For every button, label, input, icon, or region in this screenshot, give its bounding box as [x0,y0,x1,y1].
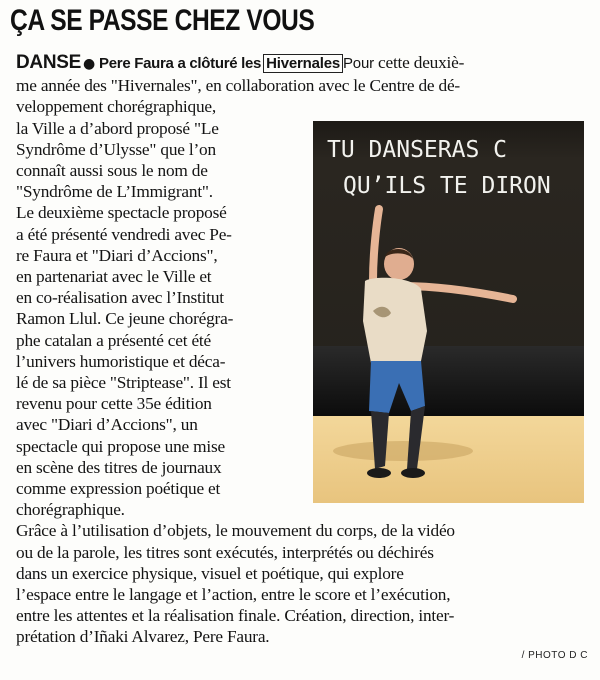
bullet-icon: ● [83,56,96,72]
article-line: veloppement chorégraphique, [16,97,216,117]
section-label: DANSE [16,52,82,73]
article-line: l’espace entre le langage et l’action, entre le score et l’exécution, [16,585,451,605]
article-line: l’univers humoristique et déca- [16,351,226,371]
article-line: chorégraphique. [16,500,125,520]
article-line: me année des "Hivernales", en collaboration avec le Centre de dé- [16,76,460,96]
article-line: Syndrôme d’Ulysse" que l’on [16,139,216,159]
article-line: cette deuxiè- [378,53,465,72]
article-line: Grâce à l’utilisation d’objets, le mouvement du corps, de la vidéo [16,521,455,541]
article-line: "Syndrôme de L’Immigrant". [16,182,213,202]
rubric-title: ÇA SE PASSE CHEZ VOUS [10,4,315,37]
article-line: re Faura et "Diari d’Accions", [16,245,218,265]
article-line-1 [16,52,586,75]
article-line: Le deuxième spectacle proposé [16,203,227,223]
article-line: Ramon Llul. Ce jeune chorégra- [16,309,234,329]
article-line: revenu pour cette 35e édition [16,394,212,414]
article-line: comme expression poétique et [16,479,221,499]
article-line: phe catalan a présenté cet été [16,330,212,350]
boxed-keyword: Hivernales [263,54,343,73]
article-line: a été présenté vendredi avec Pe- [16,224,232,244]
projected-text-line-2: QU’ILS TE DIRON [343,173,551,199]
article-line: en scène des titres de journaux [16,457,222,477]
article-line: la Ville a d’abord proposé "Le [16,118,219,138]
boxed-follow-word: Pour [343,55,374,72]
article-line: en partenariat avec le Ville et [16,267,212,287]
headline: Pere Faura a clôturé les [99,55,262,72]
article-line: connaît aussi sous le nom de [16,161,208,181]
article-line: prétation d’Iñaki Alvarez, Pere Faura. [16,627,270,647]
dancer-photo [313,121,584,503]
photo-credit: / PHOTO D C [521,650,588,661]
article-line: en co-réalisation avec l’Institut [16,288,224,308]
article-line: spectacle qui propose une mise [16,436,225,456]
article-line: ou de la parole, les titres sont exécutés, interprétés ou déchirés [16,542,434,562]
article-line: entre les attentes et la réalisation finale. Création, direction, inter- [16,606,455,626]
article-line: dans un exercice physique, visuel et poétique, qui explore [16,563,404,583]
article-line: avec "Diari d’Accions", un [16,415,198,435]
article-line: lé de sa pièce "Striptease". Il est [16,373,231,393]
projected-text-line-1: TU DANSERAS C [327,137,508,163]
